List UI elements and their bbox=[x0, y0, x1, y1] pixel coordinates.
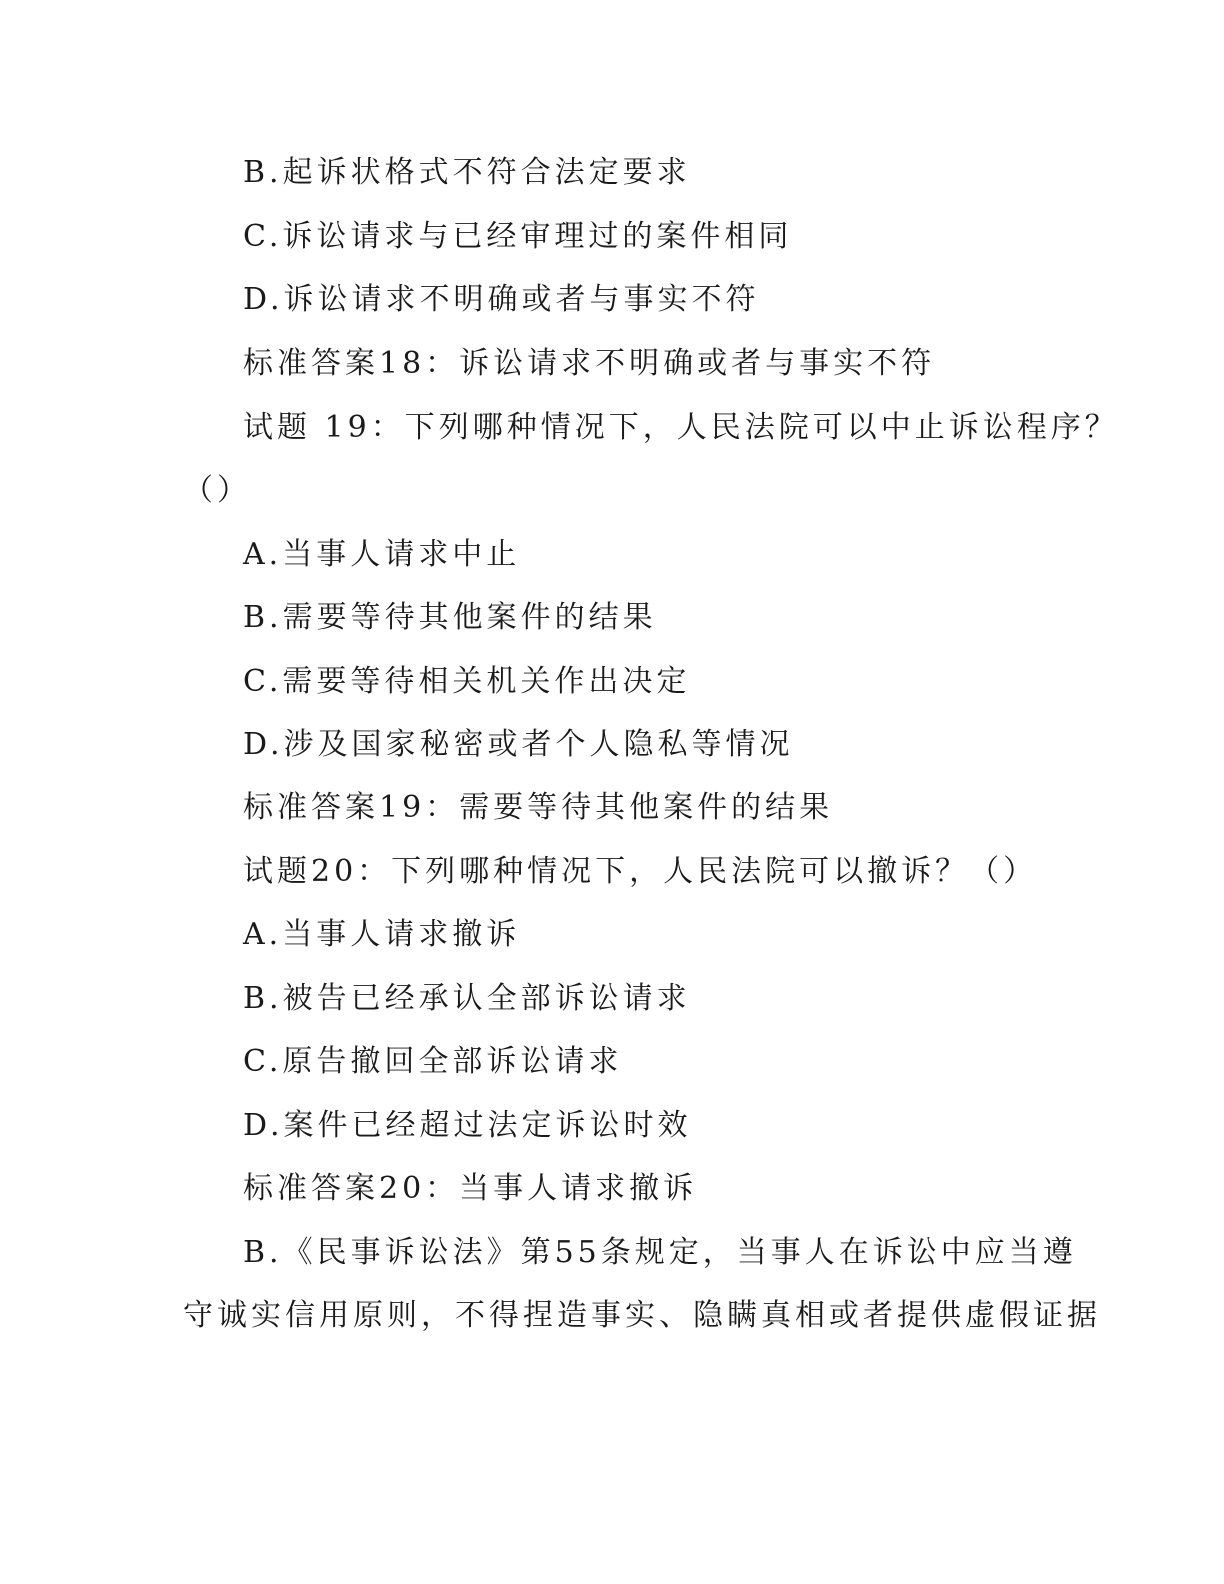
option-d-q20: D.案件已经超过法定诉讼时效 bbox=[243, 1108, 692, 1143]
option-b-q18: B.起诉状格式不符合法定要求 bbox=[243, 155, 691, 190]
explanation-line-1: B.《民事诉讼法》第55条规定，当事人在诉讼中应当遵 bbox=[243, 1235, 1077, 1270]
answer-q19: 标准答案19：需要等待其他案件的结果 bbox=[243, 790, 834, 825]
option-c-q19: C.需要等待相关机关作出决定 bbox=[243, 664, 691, 699]
question-19-blank: （） bbox=[183, 473, 251, 508]
question-20: 试题20：下列哪种情况下，人民法院可以撤诉？（） bbox=[243, 854, 1038, 889]
option-c-q18: C.诉讼请求与已经审理过的案件相同 bbox=[243, 219, 793, 254]
answer-q20: 标准答案20：当事人请求撤诉 bbox=[243, 1171, 698, 1206]
option-d-q18: D.诉讼请求不明确或者与事实不符 bbox=[243, 282, 760, 317]
option-c-q20: C.原告撤回全部诉讼请求 bbox=[243, 1044, 623, 1079]
option-a-q19: A.当事人请求中止 bbox=[243, 537, 521, 572]
explanation-line-2: 守诚实信用原则，不得捏造事实、隐瞒真相或者提供虚假证据 bbox=[183, 1298, 1101, 1333]
option-d-q19: D.涉及国家秘密或者个人隐私等情况 bbox=[243, 727, 794, 762]
option-b-q20: B.被告已经承认全部诉讼请求 bbox=[243, 981, 691, 1016]
question-19: 试题 19：下列哪种情况下，人民法院可以中止诉讼程序？ bbox=[243, 410, 1119, 445]
option-b-q19: B.需要等待其他案件的结果 bbox=[243, 600, 657, 635]
option-a-q20: A.当事人请求撤诉 bbox=[243, 917, 521, 952]
answer-q18: 标准答案18：诉讼请求不明确或者与事实不符 bbox=[243, 346, 936, 381]
